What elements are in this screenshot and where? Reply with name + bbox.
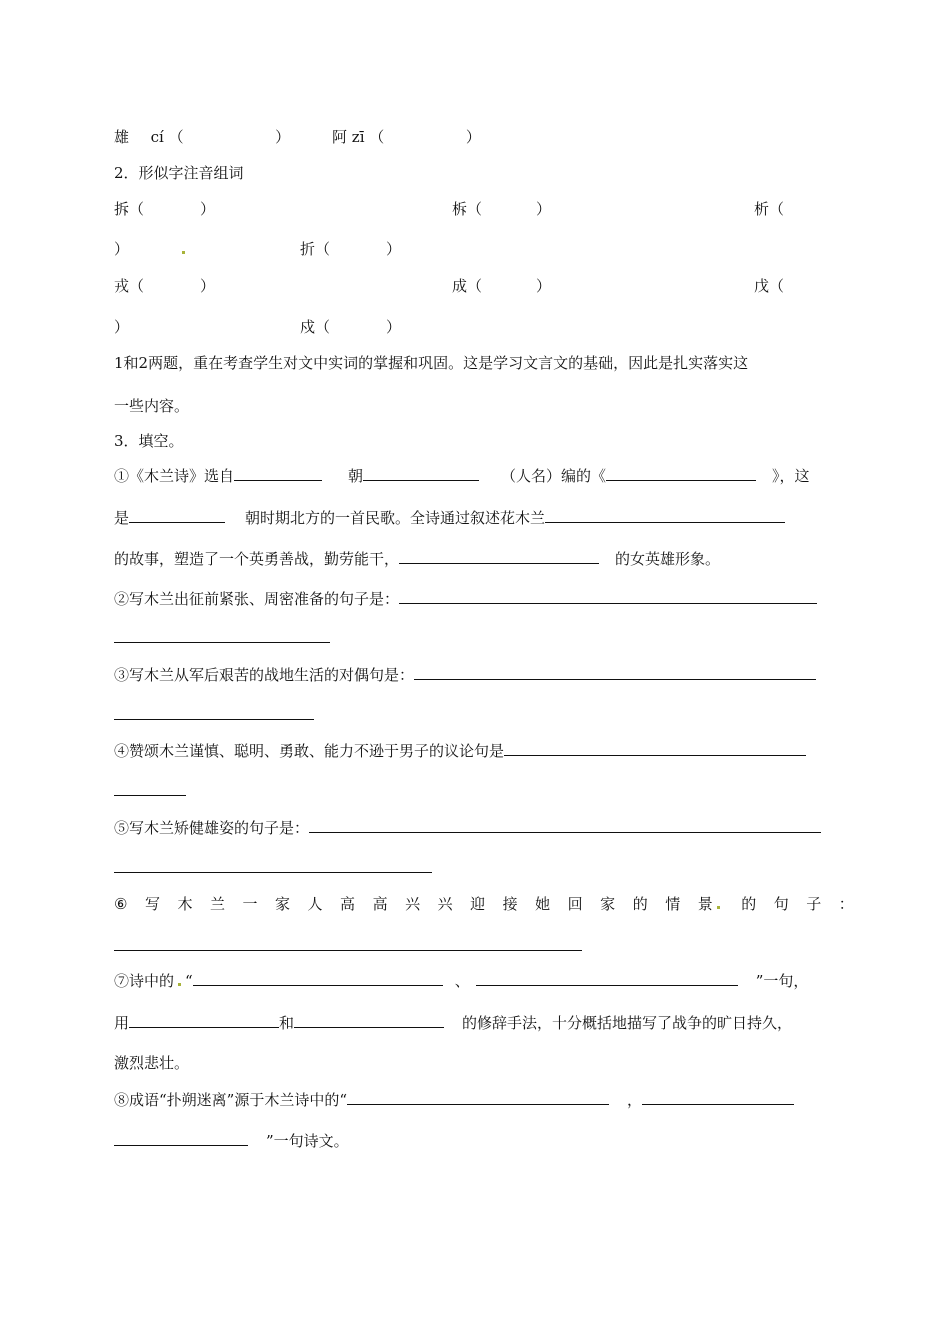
pinyin-ci: cí (150, 128, 164, 146)
note-line-1: 1和2两题，重在考查学生对文中实词的掌握和巩固。这是学习文言文的基础，因此是扎实落实这 (114, 354, 749, 372)
blank-source[interactable] (234, 465, 322, 481)
q8-line-2: ”一句诗文。 (114, 1130, 349, 1152)
blank-q7b[interactable] (476, 970, 738, 986)
q4-line: ④赞颂木兰谨慎、聪明、勇敢、能力不逊于男子的议论句是 (114, 740, 806, 762)
blank-q8a[interactable] (347, 1089, 609, 1105)
row3-item3-open: 戊（ (754, 277, 785, 295)
q1-line-1: ①《木兰诗》选自 朝 （人名）编的《 》，这 (114, 467, 810, 485)
blank-traits[interactable] (399, 548, 599, 564)
row4-item4-open: 戍（ (300, 318, 331, 336)
section-3-heading: 3．填空。 (114, 432, 184, 450)
blank-q8c[interactable] (114, 1130, 248, 1146)
mark-dot (178, 238, 189, 260)
row3-item2-open: 成（ (452, 277, 483, 295)
row1-item2-close: ） (536, 200, 552, 218)
section-2-heading: 2．形似字注音组词 (114, 164, 244, 182)
blank-q7c[interactable] (129, 1012, 279, 1028)
pinyin-item-2 (332, 126, 481, 148)
blank-era[interactable] (129, 507, 225, 523)
row3-item1-open: 戎（ (114, 277, 145, 295)
row3-item1-close: ） (200, 277, 216, 295)
q8-line-1: ⑧成语“扑朔迷离”源于木兰诗中的“ ， (114, 1089, 794, 1111)
blank-q5[interactable] (309, 817, 821, 833)
blank-q4[interactable] (504, 740, 806, 756)
row1-item3-open: 析（ (754, 200, 785, 218)
mark-dot (178, 983, 181, 986)
q7-line-3: 激烈悲壮。 (114, 1054, 190, 1072)
blank-q8b[interactable] (642, 1089, 794, 1105)
pinyin-zi: zī (351, 128, 365, 146)
q7-line-1: ⑦诗中的 “ 、 ”一句， (114, 972, 809, 990)
blank-q2-cont[interactable] (114, 642, 330, 643)
q2-line: ②写木兰出征前紧张、周密准备的句子是： (114, 588, 817, 610)
blank-q4-cont[interactable] (114, 795, 186, 796)
row1-item1-open: 拆（ (114, 200, 145, 218)
row4-item4-close: ） (386, 318, 402, 336)
row1-item1-close: ） (200, 200, 216, 218)
q7-line-2: 用 和 的修辞手法，十分概括地描写了战争的旷日持久， (114, 1014, 793, 1032)
row4-item3-close: ） (114, 318, 130, 336)
row3-item2-close: ） (536, 277, 552, 295)
blank-q2[interactable] (399, 588, 817, 604)
paren-close: ） (275, 128, 291, 146)
note-line-2: 一些内容。 (114, 397, 190, 415)
paren-open: （ (168, 128, 184, 146)
blank-story[interactable] (545, 507, 785, 523)
blank-q7d[interactable] (294, 1012, 444, 1028)
q3-line: ③写木兰从军后艰苦的战地生活的对偶句是： (114, 664, 816, 686)
q6-line: ⑥ 写 木 兰 一 家 人 高 高 兴 兴 迎 接 她 回 家 的 情 景 的 句 子 ： (114, 895, 854, 913)
q5-line: ⑤写木兰矫健雄姿的句子是： (114, 817, 821, 839)
blank-q3-cont[interactable] (114, 719, 314, 720)
blank-q7a[interactable] (193, 970, 443, 986)
paren-close: ） (465, 128, 481, 146)
char-xiong: 雄 (114, 128, 130, 146)
mark-dot (717, 906, 720, 909)
blank-q5-cont[interactable] (114, 872, 432, 873)
blank-book[interactable] (606, 465, 756, 481)
blank-q6[interactable] (114, 950, 582, 951)
row2-item4-close: ） (386, 240, 402, 258)
char-a: 阿 (332, 128, 348, 146)
row1-item2-open: 柝（ (452, 200, 483, 218)
q1-line-2: 是 朝时期北方的一首民歌。全诗通过叙述花木兰 (114, 507, 785, 529)
q1-line-3: 的故事，塑造了一个英勇善战，勤劳能干， 的女英雄形象。 (114, 550, 721, 568)
row2-item4-open: 折（ (300, 240, 331, 258)
blank-q3[interactable] (414, 664, 816, 680)
blank-dynasty[interactable] (363, 465, 479, 481)
pinyin-line (114, 126, 290, 148)
row2-item3-close: ） (114, 240, 130, 258)
paren-open: （ (369, 128, 385, 146)
